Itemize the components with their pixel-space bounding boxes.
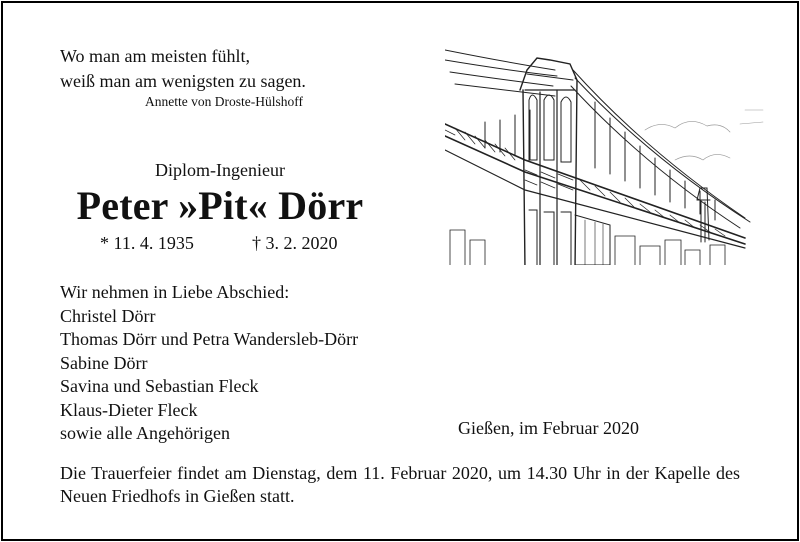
deceased-name: Peter »Pit« Dörr — [76, 183, 364, 228]
academic-title: Diplom-Ingenieur — [155, 160, 285, 180]
quote — [60, 44, 306, 94]
quote-line-2: weiß man am wenigsten zu sagen. — [60, 71, 306, 91]
quote-author: Annette von Droste-Hülshoff — [145, 94, 303, 109]
mourner-name: Sabine Dörr — [60, 352, 148, 373]
mourner-name: Klaus-Dieter Fleck — [60, 399, 198, 420]
funeral-notice: Die Trauerfeier findet am Dienstag, dem 11. Februar 2020, um 14.30 Uhr in der Kapelle des Neuen Friedhofs in Gießen statt. — [60, 463, 740, 506]
place-date: Gießen, im Februar 2020 — [458, 418, 639, 438]
mourner-name: sowie alle Angehörigen — [60, 423, 230, 443]
death-date: † 3. 2. 2020 — [252, 233, 338, 253]
birth-date: * 11. 4. 1935 — [100, 233, 194, 253]
suspension-bridge-sketch-icon — [445, 40, 765, 265]
mourners-list — [60, 281, 358, 446]
mourner-name: Christel Dörr — [60, 305, 156, 326]
quote-line-1: Wo man am meisten fühlt, — [60, 46, 251, 66]
mourner-name: Savina und Sebastian Fleck — [60, 376, 259, 396]
mourners-intro: Wir nehmen in Liebe Abschied: — [60, 282, 290, 302]
mourner-name: Thomas Dörr und Petra Wandersleb-Dörr — [60, 329, 359, 349]
